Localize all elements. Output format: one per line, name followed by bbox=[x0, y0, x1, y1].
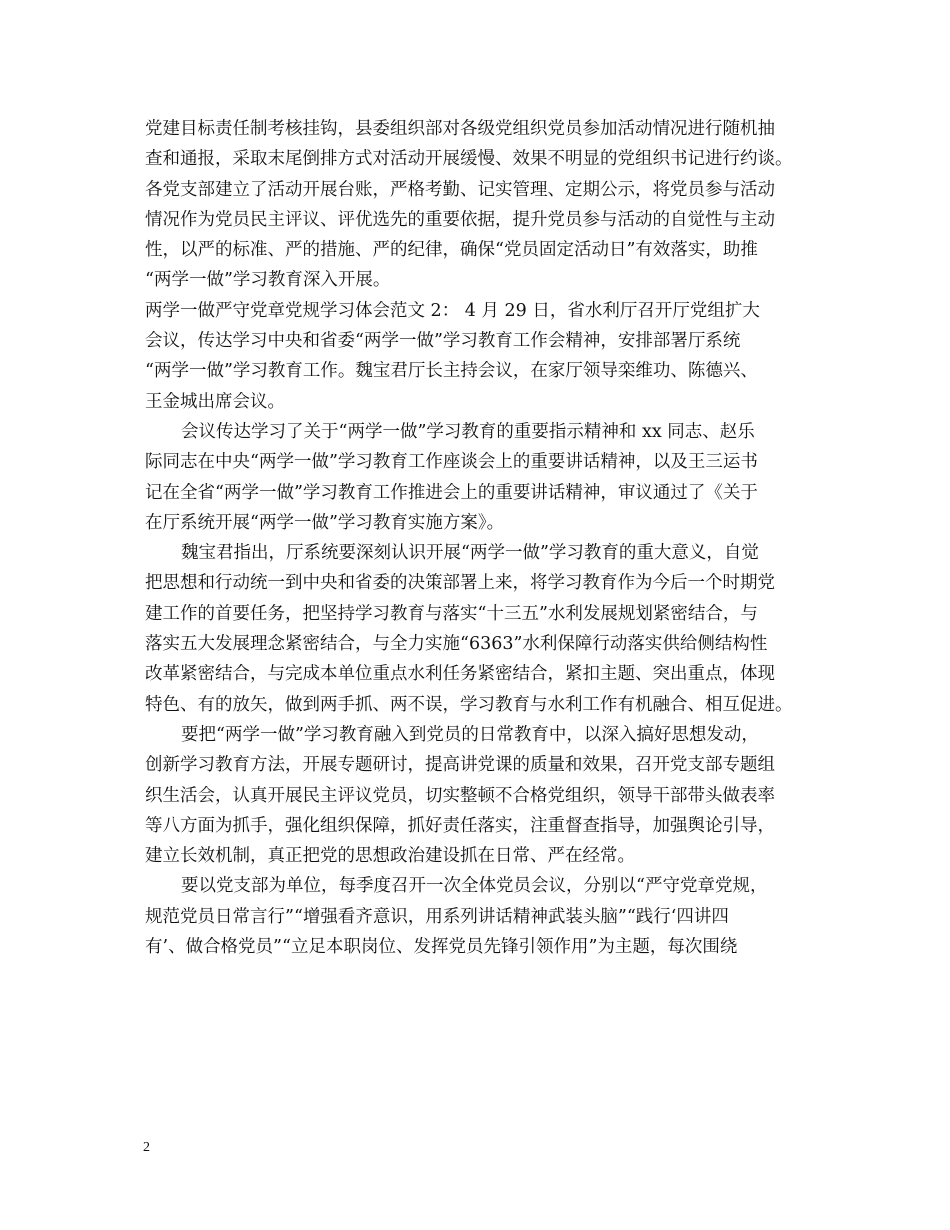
text-line: 创新学习教育方法，开展专题研讨，提高讲党课的质量和效果，召开党支部专题组 bbox=[145, 755, 775, 776]
text-line: 要把“两学一做”学习教育融入到党员的日常教育中，以深入搞好思想发动， bbox=[181, 724, 759, 745]
text-line: 有’、做合格党员”“立足本职岗位、发挥党员先锋引领作用”为主题，每次围绕 bbox=[145, 937, 738, 958]
text-line: 魏宝君指出，厅系统要深刻认识开展“两学一做”学习教育的重大意义，自觉 bbox=[181, 543, 759, 564]
text-line: 在厅系统开展“两学一做”学习教育实施方案》。 bbox=[145, 512, 505, 533]
text-line: 建立长效机制，真正把党的思想政治建设抓在日常、严在经常。 bbox=[145, 846, 635, 867]
text-line: 落实五大发展理念紧密结合，与全力实施“6363”水利保障行动落实供给侧结构性 bbox=[145, 634, 768, 655]
text-line: 王金城出席会议。 bbox=[145, 391, 285, 412]
text-line: “两学一做”学习教育工作。魏宝君厅长主持会议，在家厅领导栾维功、陈德兴、 bbox=[145, 361, 758, 382]
text-line: 织生活会，认真开展民主评议党员，切实整顿不合格党组织，领导干部带头做表率 bbox=[145, 785, 775, 806]
text-line: 各党支部建立了活动开展台账，严格考勤、记实管理、定期公示，将党员参与活动 bbox=[145, 179, 775, 200]
text-line: 查和通报，采取末尾倒排方式对活动开展缓慢、效果不明显的党组织书记进行约谈。 bbox=[145, 149, 793, 170]
text-line: 建工作的首要任务，把坚持学习教育与落实“十三五”水利发展规划紧密结合，与 bbox=[145, 603, 758, 624]
text-line: 等八方面为抓手，强化组织保障，抓好责任落实，注重督查指导，加强舆论引导， bbox=[145, 815, 775, 836]
text-line: 把思想和行动统一到中央和省委的决策部署上来，将学习教育作为今后一个时期党 bbox=[145, 573, 775, 594]
text-line: 规范党员日常言行”“增强看齐意识，用系列讲话精神武装头脑”“践行‘四讲四 bbox=[145, 906, 729, 927]
text-line: 情况作为党员民主评议、评优选先的重要依据，提升党员参与活动的自觉性与主动 bbox=[145, 209, 775, 230]
text-line: 记在全省“两学一做”学习教育工作推进会上的重要讲话精神，审议通过了《关于 bbox=[145, 482, 758, 503]
text-line: 要以党支部为单位，每季度召开一次全体党员会议，分别以“严守党章党规， bbox=[181, 876, 768, 897]
text-line: 改革紧密结合，与完成本单位重点水利任务紧密结合，紧扣主题、突出重点，体现 bbox=[145, 664, 775, 685]
text-line: 会议传达学习了关于“两学一做”学习教育的重要指示精神和 xx 同志、赵乐 bbox=[181, 421, 755, 442]
text-line: 两学一做严守党章党规学习体会范文 2： 4 月 29 日，省水利厅召开厅党组扩大 bbox=[145, 300, 760, 321]
text-line: 党建目标责任制考核挂钩，县委组织部对各级党组织党员参加活动情况进行随机抽 bbox=[145, 119, 775, 139]
text-line: 际同志在中央“两学一做”学习教育工作座谈会上的重要讲话精神，以及王三运书 bbox=[145, 452, 758, 473]
text-line: “两学一做”学习教育深入开展。 bbox=[145, 270, 391, 291]
document-body bbox=[145, 114, 815, 962]
text-line: 特色、有的放矢，做到两手抓、两不误，学习教育与水利工作有机融合、相互促进。 bbox=[145, 694, 793, 715]
page-number: 2 bbox=[143, 1140, 150, 1155]
text-line: 会议，传达学习中央和省委“两学一做”学习教育工作会精神，安排部署厅系统 bbox=[145, 331, 741, 352]
text-line: 性，以严的标准、严的措施、严的纪律，确保“党员固定活动日”有效落实，助推 bbox=[145, 240, 758, 261]
